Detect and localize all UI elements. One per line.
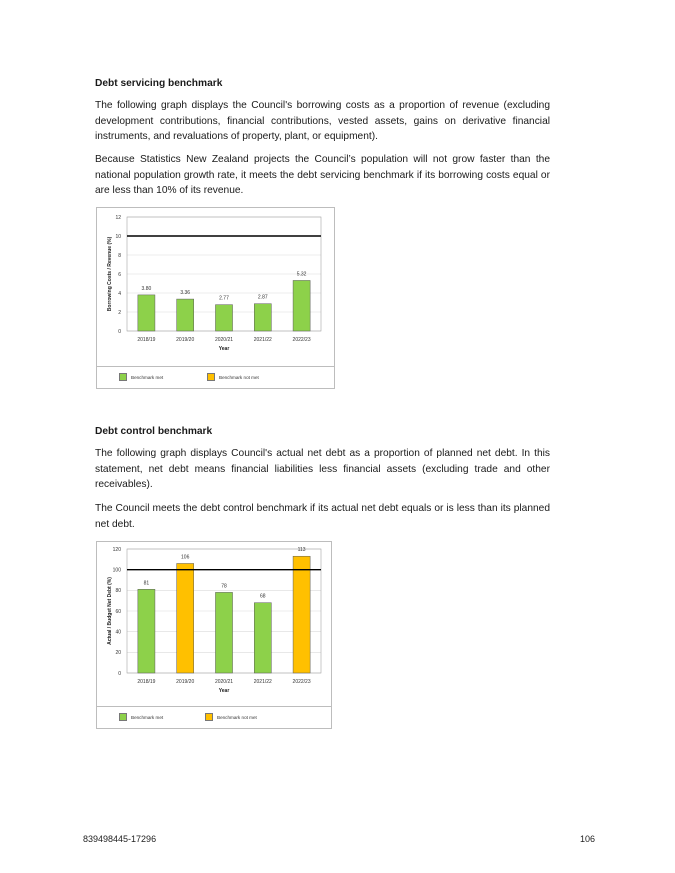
x-tick-label: 2019/20 [176,679,195,685]
debt-servicing-plot [97,208,336,366]
bar [215,592,232,673]
bar-value-label: 68 [260,593,266,600]
y-tick-label: 0 [118,328,121,335]
legend-met [119,713,163,721]
legend-not-met-label: Benchmark not met [219,374,259,380]
y-tick-label: 0 [118,670,121,677]
legend-not-met [205,713,257,721]
x-tick-label: 2019/20 [176,337,195,343]
bar [177,299,194,331]
y-tick-label: 6 [118,271,121,278]
bar-value-label: 81 [143,580,150,587]
bar [254,603,271,673]
y-tick-label: 10 [115,233,121,240]
y-axis-label: Borrowing Costs / Revenue (%) [107,236,113,312]
bar-value-label: 5.32 [296,271,307,278]
x-tick-label: 2021/22 [253,679,272,685]
y-tick-label: 2 [118,309,121,316]
legend-not-met-swatch [207,373,215,381]
x-tick-label: 2018/19 [137,337,156,343]
debt-servicing-legend [97,366,334,391]
x-tick-label: 2022/23 [292,679,311,685]
debt-control-plot [97,542,333,706]
y-tick-label: 20 [115,650,121,657]
y-tick-label: 4 [118,290,121,297]
document-id: 839498445-17296 [83,834,157,844]
x-tick-label: 2018/19 [137,679,156,685]
x-tick-label: 2020/21 [214,337,234,343]
bar [177,563,194,673]
y-tick-label: 40 [115,629,121,636]
legend-met-swatch [119,713,127,721]
bar [293,280,310,331]
y-tick-label: 120 [112,546,121,553]
legend-met-swatch [119,373,127,381]
debt-servicing-criteria: Because Statistics New Zealand projects the Council’s population will not grow faster than the national population growth rate, it meets the debt servicing benchmark if its borrowing costs equal or are less than 10% of its revenue. [95,154,550,197]
bar [293,556,310,673]
bar-value-label: 106 [181,554,190,561]
x-axis-label: Year [218,346,230,352]
legend-not-met [207,373,259,381]
bar-value-label: 2.87 [257,294,268,301]
page-number: 106 [580,834,596,844]
legend-met-label: Benchmark met [131,374,164,380]
debt-servicing-heading: Debt servicing benchmark [95,78,223,89]
x-axis-label: Year [218,688,230,694]
bar-value-label: 2.77 [219,295,229,302]
x-tick-label: 2022/23 [292,337,311,343]
debt-control-chart [96,541,332,729]
legend-met-label: Benchmark met [131,714,164,720]
bar-value-label: 113 [297,547,306,554]
legend-not-met-swatch [205,713,213,721]
bar-value-label: 3.36 [180,290,191,297]
legend-met [119,373,163,381]
bar-value-label: 3.80 [141,285,152,292]
bar [254,304,271,331]
y-tick-label: 100 [112,567,121,574]
bar [138,589,155,673]
debt-servicing-chart [96,207,335,389]
debt-control-legend [97,706,331,731]
x-tick-label: 2020/21 [214,679,234,685]
y-tick-label: 12 [115,214,121,221]
y-tick-label: 8 [118,252,121,259]
bar-value-label: 78 [221,583,227,590]
legend-not-met-label: Benchmark not met [217,714,257,720]
y-tick-label: 60 [115,608,121,615]
y-axis-label: Actual / Budget Net Debt (%) [107,577,113,645]
debt-control-criteria: The Council meets the debt control benchmark if its actual net debt equals or is less than its planned net debt. [95,503,550,530]
debt-control-intro: The following graph displays Council's actual net debt as a proportion of planned net debt. In this statement, net debt means financial liabilities less financial assets (excluding trade and other receivables). [95,448,550,491]
debt-control-heading: Debt control benchmark [95,426,213,437]
x-tick-label: 2021/22 [253,337,272,343]
y-tick-label: 80 [115,588,121,595]
debt-servicing-intro: The following graph displays the Council's borrowing costs as a proportion of revenue (excluding development contributions, financial contributions, vested assets, gains on derivative financial instruments, and revaluations of property, plant, or equipment). [95,100,550,143]
bar [215,305,232,331]
bar [138,295,155,331]
